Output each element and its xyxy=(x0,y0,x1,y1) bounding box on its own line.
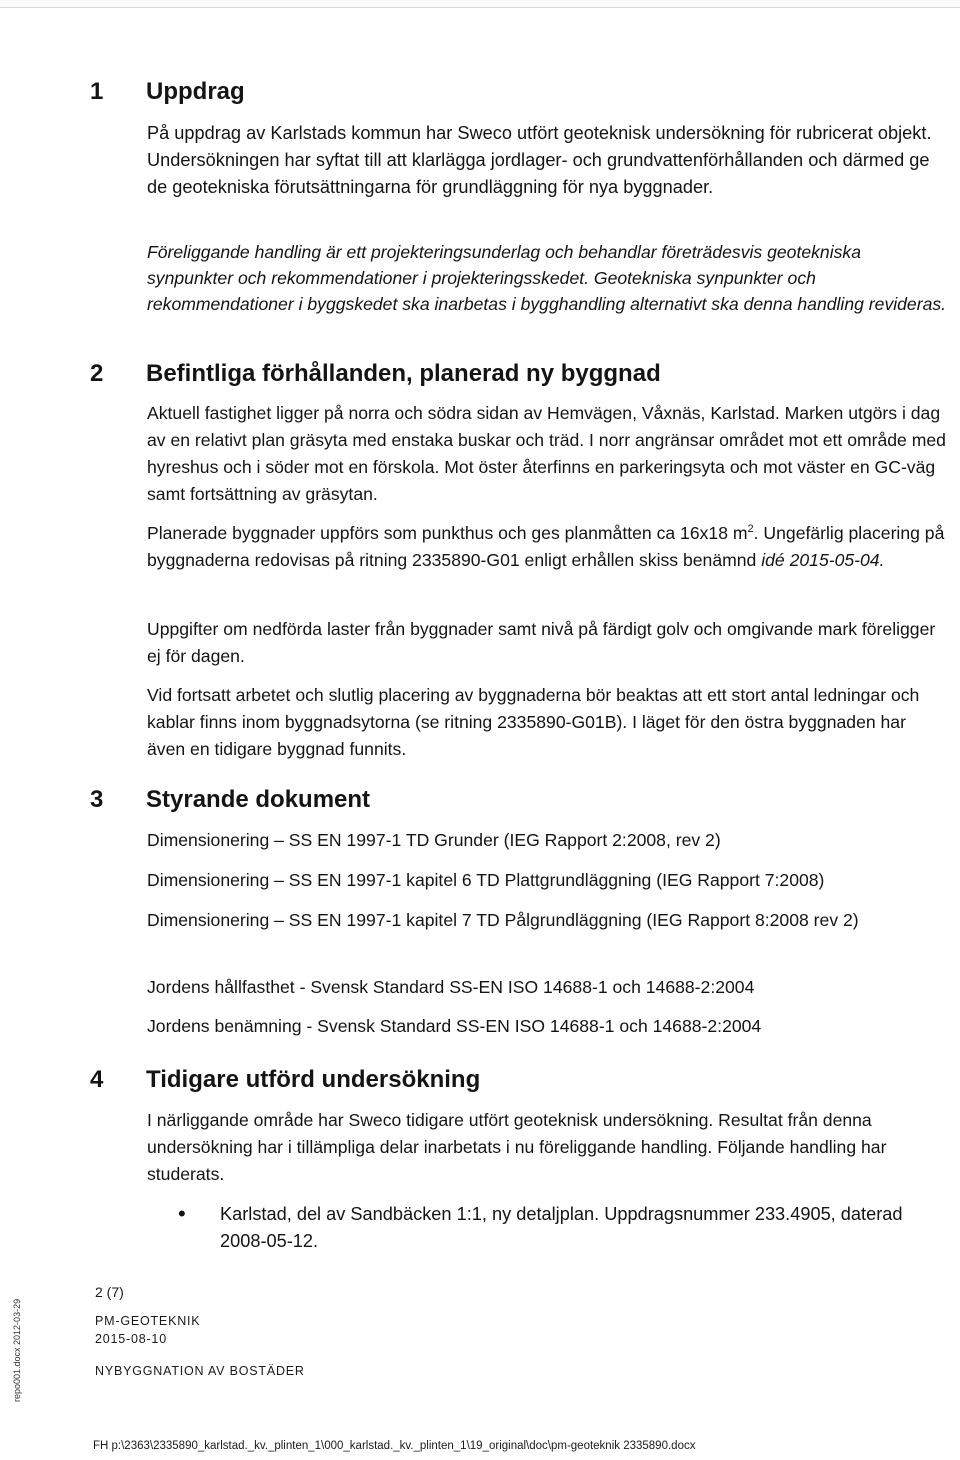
paragraph-laster: Uppgifter om nedförda laster från byggnader samt nivå på färdigt golv och omgivande mark föreligger ej för dagen. xyxy=(147,619,936,666)
document-item: Dimensionering – SS EN 1997-1 kapitel 6 TD Plattgrundläggning (IEG Rapport 7:2008) xyxy=(147,870,825,890)
heading-styrande-dokument xyxy=(90,786,370,814)
section-number: 4 xyxy=(90,1066,104,1093)
bullet-icon: • xyxy=(178,1201,186,1226)
paragraph-fastighet: Aktuell fastighet ligger på norra och södra sidan av Hemvägen, Våxnäs, Karlstad. Marken utgörs i dag av en relativt plan gräsyta med enstaka buskar och träd. I norr angränsar området mot ett område med hyreshus och i söder mot en förskola. Mot öster återfinns en parkeringsyta och mot väster en GC-väg samt fortsättning av gräsytan. xyxy=(147,403,946,504)
section-title: Befintliga förhållanden, planerad ny byggnad xyxy=(146,360,661,387)
list-item: Karlstad, del av Sandbäcken 1:1, ny detaljplan. Uppdragsnummer 233.4905, daterad 2008-05-12. xyxy=(220,1204,903,1252)
heading-uppdrag xyxy=(90,78,245,106)
section-title: Uppdrag xyxy=(146,78,245,105)
template-label: repo001.docx 2012-03-29 xyxy=(12,1298,22,1402)
paragraph-handling-note: Föreliggande handling är ett projekteringsunderlag och behandlar företrädesvis geotekniska synpunkter och rekommendationer i projekteringsskedet. Geotekniska synpunkter och rekommendationer i byggskedet ska inarbetas i bygghandling alternativt ska denna handling revideras. xyxy=(147,242,947,314)
section-number: 2 xyxy=(90,360,104,387)
heading-befintliga-forhallanden xyxy=(90,360,661,388)
section-number: 3 xyxy=(90,786,104,813)
page-number: 2 (7) xyxy=(95,1284,124,1300)
section-title: Styrande dokument xyxy=(146,786,371,813)
document-item: Jordens benämning - Svensk Standard SS-EN ISO 14688-1 och 14688-2:2004 xyxy=(147,1016,762,1036)
document-item: Dimensionering – SS EN 1997-1 kapitel 7 TD Pålgrundläggning (IEG Rapport 8:2008 rev 2) xyxy=(147,910,859,930)
paragraph-planerade-byggnader: Planerade byggnader uppförs som punkthus och ges planmåtten ca 16x18 $m^2$. Ungefärlig placering på byggnaderna redovisas på ritning 2335890-G01 enligt erhållen skiss benämnd idé 2015-05-04. xyxy=(147,523,945,570)
heading-tidigare-undersokning xyxy=(90,1066,480,1094)
paragraph-ledningar: Vid fortsatt arbetet och slutlig placering av byggnaderna bör beaktas att ett stort antal ledningar och kablar finns inom byggnadsytorna (se ritning 2335890-G01B). I läget för den östra byggnaden har även en tidigare byggnad funnits. xyxy=(147,685,920,759)
doc-date: 2015-08-10 xyxy=(95,1332,167,1346)
doc-type: PM-GEOTEKNIK xyxy=(95,1314,201,1328)
document-item: Jordens hållfasthet - Svensk Standard SS-EN ISO 14688-1 och 14688-2:2004 xyxy=(147,977,755,997)
project-name: NYBYGGNATION AV BOSTÄDER xyxy=(95,1364,305,1378)
section-number: 1 xyxy=(90,78,104,105)
paragraph-uppdrag: På uppdrag av Karlstads kommun har Sweco utfört geoteknisk undersökning för rubricerat objekt. Undersökningen har syftat till att klarlägga jordlager- och grundvattenförhållanden och därmed ge de geotekniska förutsättningarna för grundläggning för nya byggnader. xyxy=(147,123,932,198)
paragraph-tidigare-undersokning: I närliggande område har Sweco tidigare utfört geoteknisk undersökning. Resultat från denna undersökning har i tillämpliga delar inarbetats i nu föreliggande handling. Följande handling har studerats. xyxy=(147,1110,887,1184)
file-path: FH p:\2363\2335890_karlstad._kv._plinten_1\000_karlstad._kv._plinten_1\19_original\doc\pm-geoteknik 2335890.docx xyxy=(93,1440,696,1452)
section-title: Tidigare utförd undersökning xyxy=(146,1066,481,1093)
document-item: Dimensionering – SS EN 1997-1 TD Grunder (IEG Rapport 2:2008, rev 2) xyxy=(147,830,721,850)
